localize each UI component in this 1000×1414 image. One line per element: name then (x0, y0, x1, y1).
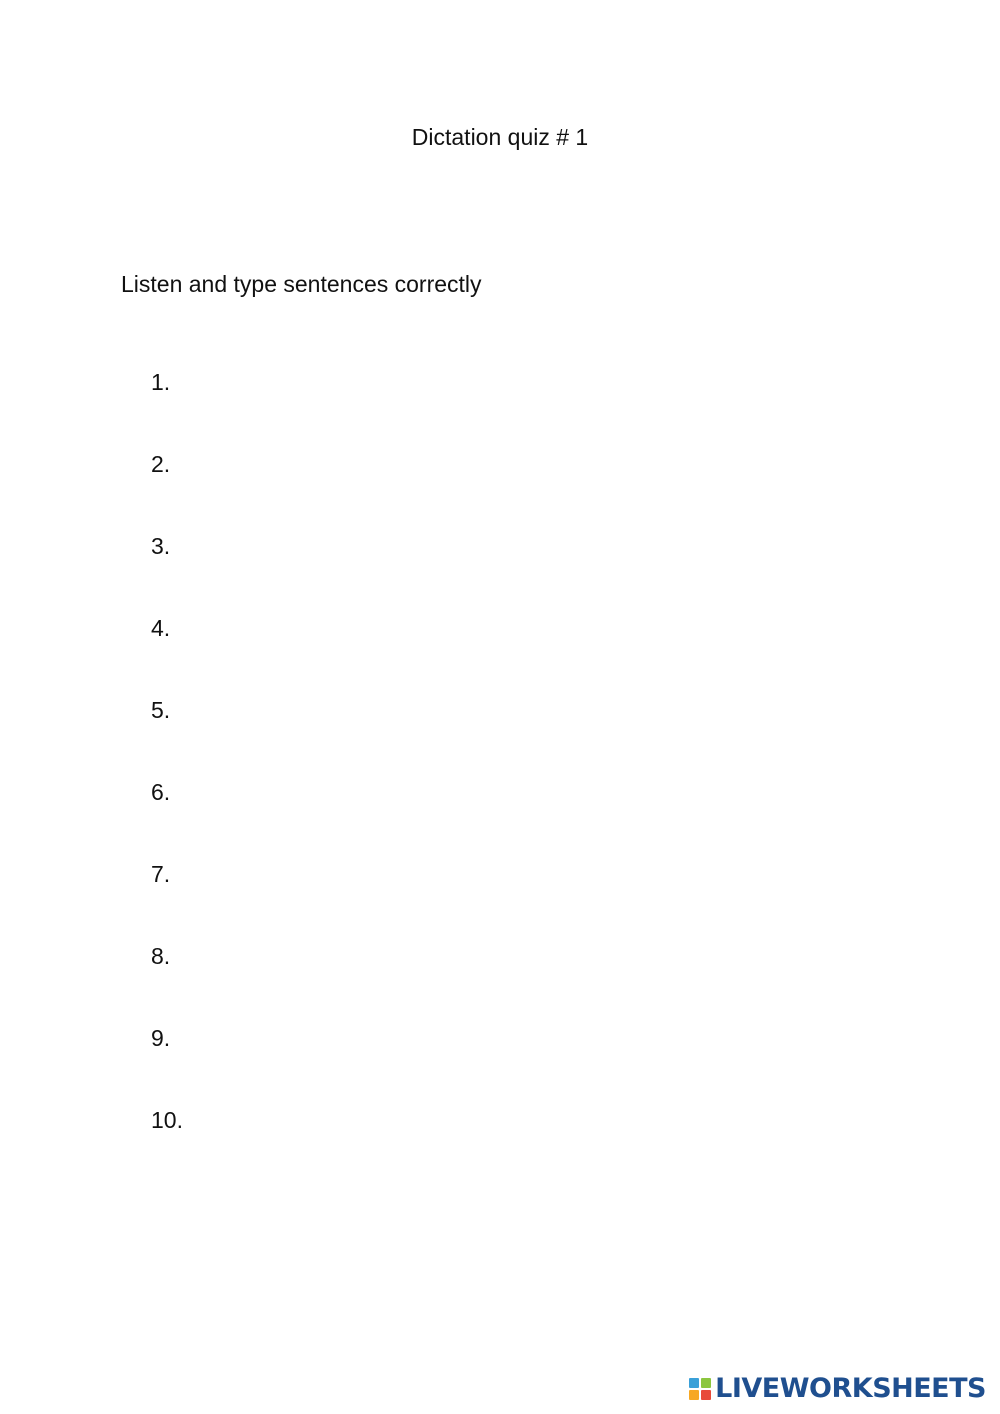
item-number: 5. (151, 697, 171, 723)
list-item[interactable] (151, 941, 183, 1023)
liveworksheets-logo-icon (689, 1378, 711, 1400)
logo-tile (689, 1378, 699, 1388)
list-item[interactable] (151, 613, 183, 695)
list-item[interactable] (151, 367, 183, 449)
item-number: 8. (151, 943, 171, 969)
list-item[interactable] (151, 531, 183, 613)
liveworksheets-logo (689, 1373, 986, 1404)
list-item[interactable] (151, 859, 183, 941)
item-number: 7. (151, 861, 171, 887)
logo-text: LIVEWORKSHEETS (715, 1373, 986, 1404)
instructions-text: Listen and type sentences correctly (121, 271, 482, 297)
item-number: 2. (151, 451, 171, 477)
list-item[interactable] (151, 777, 183, 859)
item-number: 10. (151, 1107, 183, 1133)
list-item[interactable] (151, 449, 183, 531)
item-number: 9. (151, 1025, 171, 1051)
item-number: 6. (151, 779, 171, 805)
logo-tile (701, 1378, 711, 1388)
item-number: 1. (151, 369, 171, 395)
logo-tile (689, 1390, 699, 1400)
list-item[interactable] (151, 1105, 183, 1187)
item-number: 3. (151, 533, 171, 559)
list-item[interactable] (151, 1023, 183, 1105)
answer-list (151, 367, 183, 1187)
page-title: Dictation quiz # 1 (411, 124, 589, 150)
item-number: 4. (151, 615, 171, 641)
list-item[interactable] (151, 695, 183, 777)
logo-tile (701, 1390, 711, 1400)
